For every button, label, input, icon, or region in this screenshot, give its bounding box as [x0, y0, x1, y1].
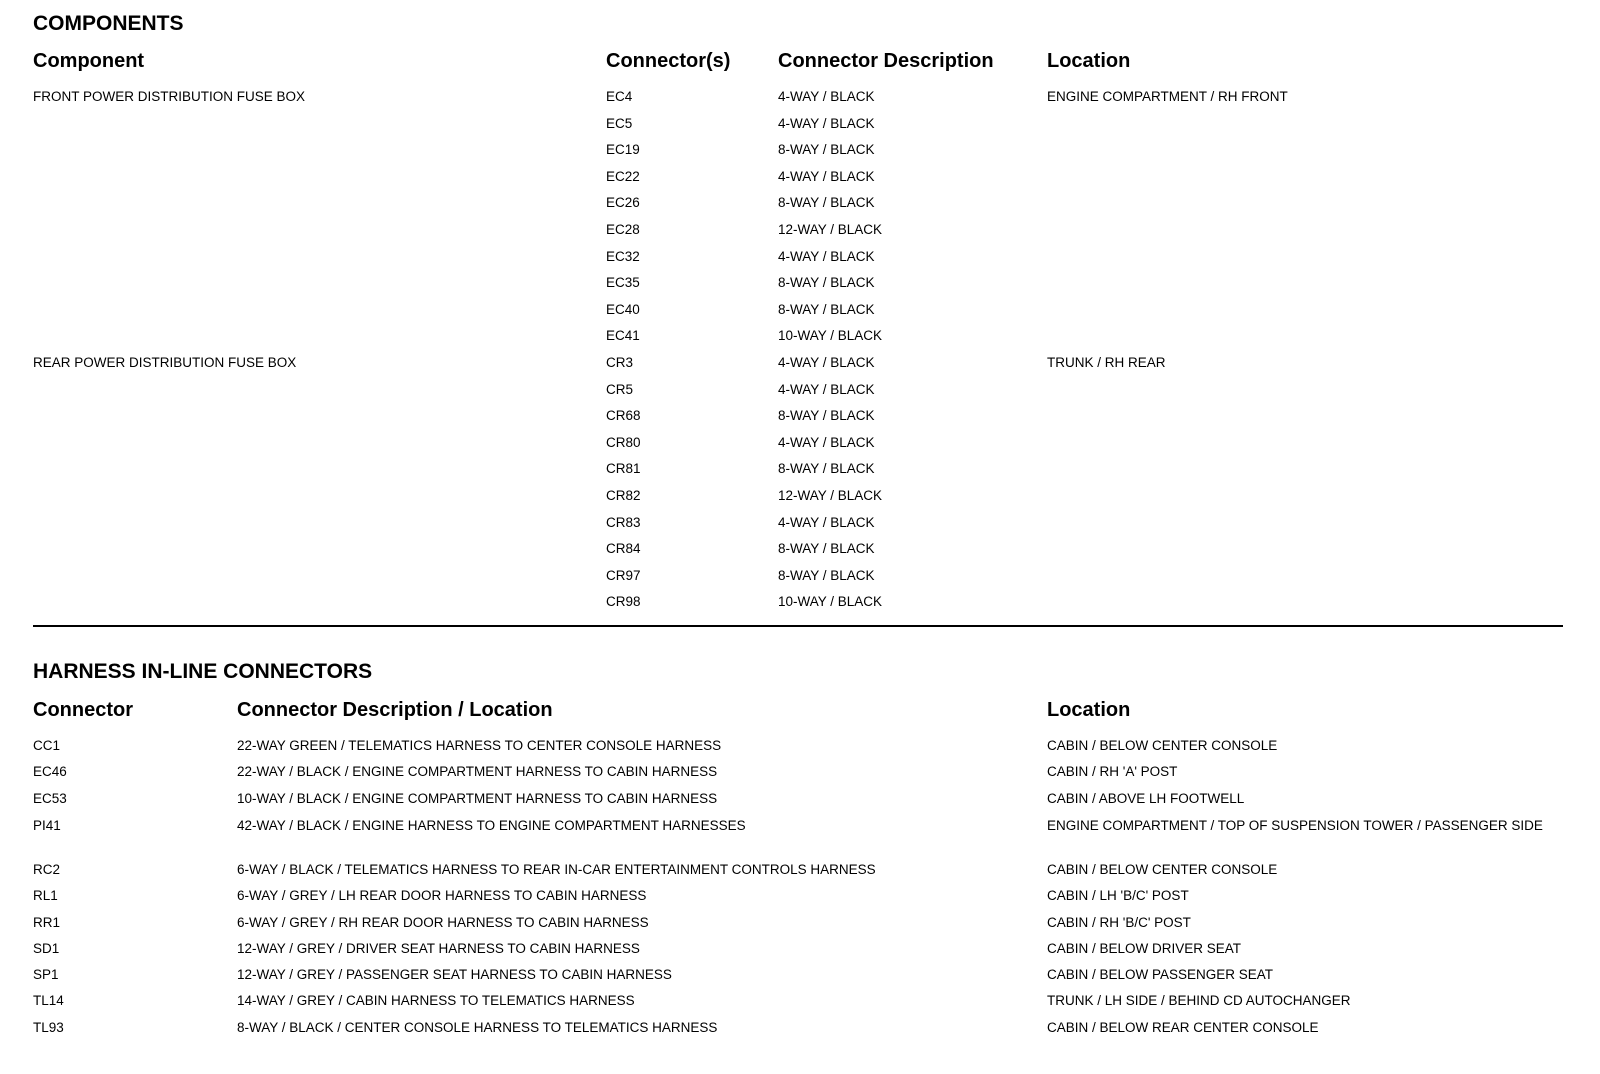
- components-header-connectors: Connector(s): [606, 50, 731, 72]
- harness-connector-id: EC46: [33, 764, 67, 779]
- harness-location: ENGINE COMPARTMENT / TOP OF SUSPENSION TOWER / PASSENGER SIDE: [1047, 818, 1543, 833]
- connector-description: 8-WAY / BLACK: [778, 408, 875, 423]
- components-header-location: Location: [1047, 50, 1131, 72]
- harness-description: 8-WAY / BLACK / CENTER CONSOLE HARNESS TO TELEMATICS HARNESS: [237, 1020, 718, 1035]
- harness-description: 6-WAY / GREY / LH REAR DOOR HARNESS TO CABIN HARNESS: [237, 888, 647, 903]
- harness-description: 12-WAY / GREY / PASSENGER SEAT HARNESS TO CABIN HARNESS: [237, 967, 672, 982]
- harness-connector-id: SD1: [33, 941, 60, 956]
- connector-id: EC5: [606, 116, 633, 131]
- connector-description: 12-WAY / BLACK: [778, 222, 883, 237]
- connector-description: 4-WAY / BLACK: [778, 89, 875, 104]
- harness-description: 22-WAY / BLACK / ENGINE COMPARTMENT HARNESS TO CABIN HARNESS: [237, 764, 718, 779]
- connector-description: 10-WAY / BLACK: [778, 328, 883, 343]
- connector-id: EC19: [606, 142, 640, 157]
- harness-location: CABIN / RH 'A' POST: [1047, 764, 1178, 779]
- harness-location: CABIN / BELOW DRIVER SEAT: [1047, 941, 1242, 956]
- connector-id: EC22: [606, 169, 640, 184]
- connector-id: CR80: [606, 435, 641, 450]
- component-location: TRUNK / RH REAR: [1047, 355, 1166, 370]
- harness-description: 6-WAY / GREY / RH REAR DOOR HARNESS TO CABIN HARNESS: [237, 915, 649, 930]
- connector-id: CR83: [606, 515, 641, 530]
- connector-description: 4-WAY / BLACK: [778, 382, 875, 397]
- harness-connector-id: RR1: [33, 915, 61, 930]
- connector-description: 4-WAY / BLACK: [778, 515, 875, 530]
- harness-location: CABIN / LH 'B/C' POST: [1047, 888, 1189, 903]
- harness-connector-id: TL14: [33, 993, 64, 1008]
- section-divider: [33, 625, 1563, 627]
- connector-description: 8-WAY / BLACK: [778, 568, 875, 583]
- harness-location: CABIN / BELOW REAR CENTER CONSOLE: [1047, 1020, 1319, 1035]
- harness-description: 42-WAY / BLACK / ENGINE HARNESS TO ENGINE COMPARTMENT HARNESSES: [237, 818, 746, 833]
- connector-id: CR97: [606, 568, 641, 583]
- harness-connector-id: CC1: [33, 738, 61, 753]
- connector-id: EC41: [606, 328, 640, 343]
- connector-id: CR81: [606, 461, 641, 476]
- harness-description: 14-WAY / GREY / CABIN HARNESS TO TELEMATICS HARNESS: [237, 993, 635, 1008]
- components-title: COMPONENTS: [33, 12, 184, 35]
- harness-header-description: Connector Description / Location: [237, 699, 553, 721]
- connector-description: 8-WAY / BLACK: [778, 302, 875, 317]
- connector-id: CR68: [606, 408, 641, 423]
- harness-connector-id: TL93: [33, 1020, 64, 1035]
- connector-description: 4-WAY / BLACK: [778, 355, 875, 370]
- harness-connector-id: RC2: [33, 862, 61, 877]
- harness-location: CABIN / BELOW CENTER CONSOLE: [1047, 862, 1278, 877]
- connector-id: CR84: [606, 541, 641, 556]
- connector-id: CR5: [606, 382, 634, 397]
- connector-description: 12-WAY / BLACK: [778, 488, 883, 503]
- harness-connector-id: EC53: [33, 791, 67, 806]
- components-header-description: Connector Description: [778, 50, 994, 72]
- harness-location: CABIN / BELOW PASSENGER SEAT: [1047, 967, 1274, 982]
- connector-id: CR3: [606, 355, 634, 370]
- connector-id: EC32: [606, 249, 640, 264]
- component-name: FRONT POWER DISTRIBUTION FUSE BOX: [33, 89, 306, 104]
- connector-description: 4-WAY / BLACK: [778, 435, 875, 450]
- connector-id: EC40: [606, 302, 640, 317]
- connector-description: 8-WAY / BLACK: [778, 275, 875, 290]
- harness-header-connector: Connector: [33, 699, 133, 721]
- connector-id: EC4: [606, 89, 633, 104]
- connector-id: EC35: [606, 275, 640, 290]
- harness-connector-id: RL1: [33, 888, 58, 903]
- harness-header-location: Location: [1047, 699, 1131, 721]
- connector-id: CR82: [606, 488, 641, 503]
- harness-description: 22-WAY GREEN / TELEMATICS HARNESS TO CENTER CONSOLE HARNESS: [237, 738, 722, 753]
- harness-location: CABIN / BELOW CENTER CONSOLE: [1047, 738, 1278, 753]
- harness-location: CABIN / RH 'B/C' POST: [1047, 915, 1191, 930]
- connector-description: 8-WAY / BLACK: [778, 142, 875, 157]
- harness-description: 10-WAY / BLACK / ENGINE COMPARTMENT HARNESS TO CABIN HARNESS: [237, 791, 718, 806]
- connector-description: 4-WAY / BLACK: [778, 169, 875, 184]
- harness-description: 12-WAY / GREY / DRIVER SEAT HARNESS TO CABIN HARNESS: [237, 941, 640, 956]
- connector-id: EC28: [606, 222, 640, 237]
- harness-title: HARNESS IN-LINE CONNECTORS: [33, 660, 373, 683]
- connector-id: CR98: [606, 594, 641, 609]
- connector-description: 8-WAY / BLACK: [778, 461, 875, 476]
- connector-description: 4-WAY / BLACK: [778, 116, 875, 131]
- connector-description: 8-WAY / BLACK: [778, 195, 875, 210]
- harness-connector-id: PI41: [33, 818, 61, 833]
- connector-description: 10-WAY / BLACK: [778, 594, 883, 609]
- connector-id: EC26: [606, 195, 640, 210]
- component-name: REAR POWER DISTRIBUTION FUSE BOX: [33, 355, 297, 370]
- connector-description: 4-WAY / BLACK: [778, 249, 875, 264]
- component-location: ENGINE COMPARTMENT / RH FRONT: [1047, 89, 1288, 104]
- connector-description: 8-WAY / BLACK: [778, 541, 875, 556]
- harness-description: 6-WAY / BLACK / TELEMATICS HARNESS TO REAR IN-CAR ENTERTAINMENT CONTROLS HARNESS: [237, 862, 876, 877]
- harness-connector-id: SP1: [33, 967, 59, 982]
- harness-location: TRUNK / LH SIDE / BEHIND CD AUTOCHANGER: [1047, 993, 1351, 1008]
- harness-location: CABIN / ABOVE LH FOOTWELL: [1047, 791, 1245, 806]
- components-header-component: Component: [33, 50, 145, 72]
